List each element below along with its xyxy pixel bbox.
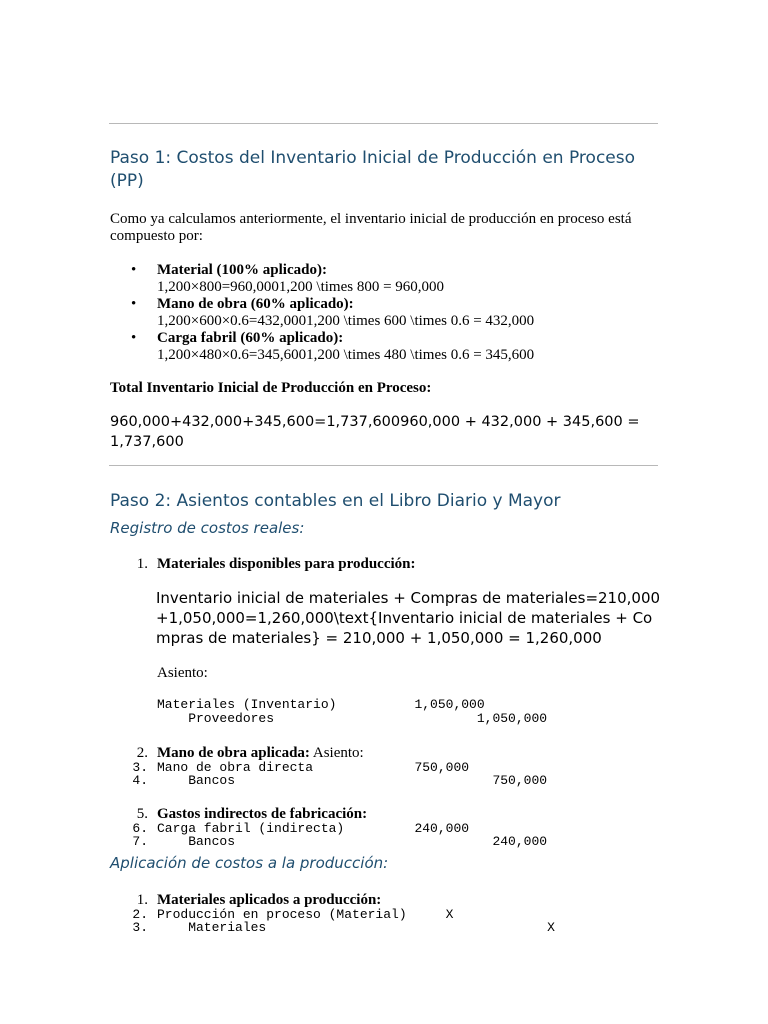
overhead-expenses-label: Gastos indirectos de fabricación: bbox=[157, 806, 368, 822]
real-costs-subheading: Registro de costos reales: bbox=[110, 519, 305, 537]
list-number: 5. bbox=[136, 806, 148, 822]
journal-entry-line: Materiales X bbox=[157, 920, 555, 935]
labor-applied-label: Mano de obra aplicada: bbox=[157, 745, 310, 761]
labor-formula: 1,200×600×0.6=432,0001,200 \times 600 \times 0.6 = 432,000 bbox=[157, 313, 535, 329]
list-number: 2. bbox=[132, 907, 148, 922]
journal-entry-line: Bancos 750,000 bbox=[157, 773, 548, 788]
labor-label: Mano de obra (60% aplicado): bbox=[157, 296, 354, 312]
top-divider bbox=[109, 123, 658, 124]
step1-intro: Como ya calculamos anteriormente, el inventario inicial de producción en proceso está compuesto por: bbox=[110, 211, 632, 244]
step1-heading: Paso 1: Costos del Inventario Inicial de Producción en Proceso (PP) bbox=[110, 148, 636, 191]
journal-entry-line: Carga fabril (indirecta) 240,000 bbox=[157, 821, 470, 836]
material-label: Material (100% aplicado): bbox=[157, 262, 327, 278]
list-number: 2. bbox=[136, 745, 148, 761]
section-divider bbox=[109, 465, 658, 466]
material-formula: 1,200×800=960,0001,200 \times 800 = 960,000 bbox=[157, 279, 445, 295]
list-number: 3. bbox=[132, 920, 148, 935]
total-label: Total Inventario Inicial de Producción en Proceso: bbox=[110, 380, 432, 396]
labor-applied-suffix: Asiento: bbox=[309, 745, 364, 761]
materials-applied-label: Materiales aplicados a producción: bbox=[157, 892, 382, 908]
journal-entry-line: Proveedores 1,050,000 bbox=[157, 711, 548, 726]
step2-heading: Paso 2: Asientos contables en el Libro Diario y Mayor bbox=[110, 491, 561, 511]
journal-entry-line: Bancos 240,000 bbox=[157, 834, 548, 849]
bullet-marker: • bbox=[131, 296, 137, 312]
bullet-marker: • bbox=[131, 330, 137, 346]
list-number: 7. bbox=[132, 834, 148, 849]
journal-entry-line: Producción en proceso (Material) X bbox=[157, 907, 454, 922]
overhead-label: Carga fabril (60% aplicado): bbox=[157, 330, 344, 346]
list-number: 1. bbox=[136, 892, 148, 908]
overhead-formula: 1,200×480×0.6=345,6001,200 \times 480 \times 0.6 = 345,600 bbox=[157, 347, 535, 363]
list-number: 1. bbox=[136, 556, 148, 572]
asiento-label: Asiento: bbox=[157, 665, 208, 681]
total-formula: 960,000+432,000+345,600=1,737,600960,000 + 432,000 + 345,600 = 1,737,600 bbox=[110, 414, 640, 450]
list-number: 6. bbox=[132, 821, 148, 836]
bullet-marker: • bbox=[131, 262, 137, 278]
applied-costs-subheading: Aplicación de costos a la producción: bbox=[110, 854, 389, 872]
materials-available-formula: Inventario inicial de materiales + Compras de materiales=210,000+1,050,000=1,260,000\text{Inventario inicial de materiales + Compras de materiales} = 210,000 + 1,050,000 = 1,260,000 bbox=[156, 589, 661, 647]
list-number: 4. bbox=[132, 773, 148, 788]
materials-available-label: Materiales disponibles para producción: bbox=[157, 556, 416, 572]
journal-entry-line: Mano de obra directa 750,000 bbox=[157, 760, 470, 775]
list-number: 3. bbox=[132, 760, 148, 775]
journal-entry-line: Materiales (Inventario) 1,050,000 bbox=[157, 697, 485, 712]
